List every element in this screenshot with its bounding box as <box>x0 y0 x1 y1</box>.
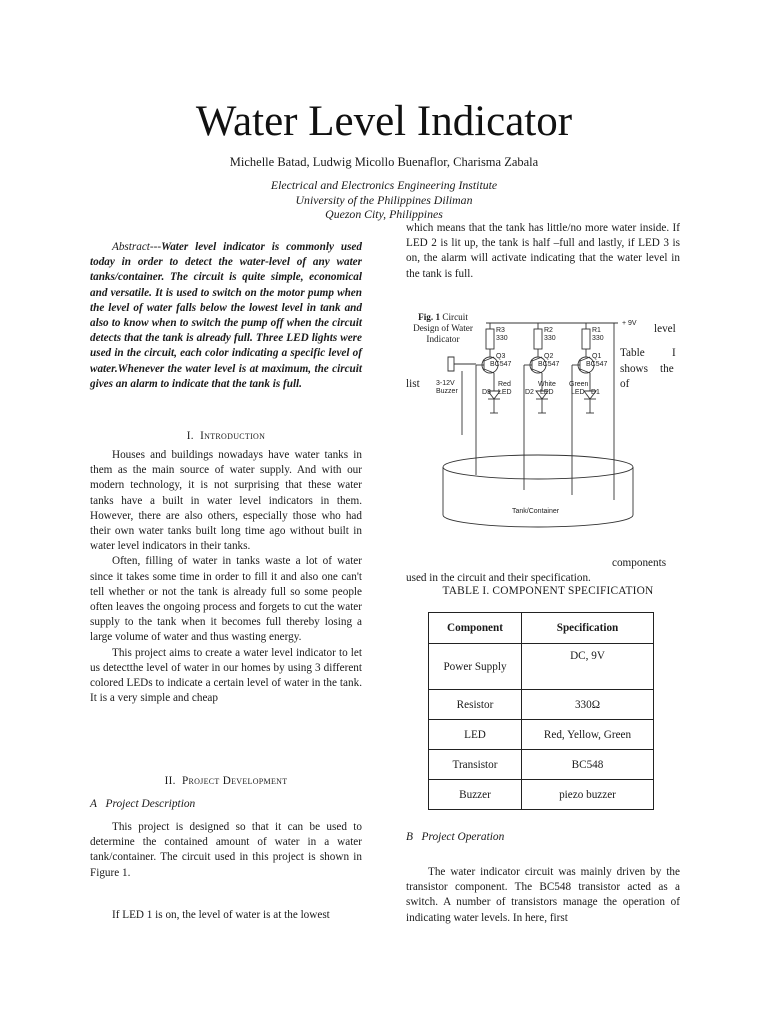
subsection-heading-project-description <box>90 798 362 810</box>
led-d3-name: D3 <box>482 389 491 396</box>
led-d1-name: D1 <box>591 389 600 396</box>
section-heading-project-development <box>90 775 362 787</box>
transistor-q1-part: BC547 <box>586 361 608 368</box>
resistor-r1-symbol <box>582 329 590 349</box>
affiliation-line-1: Electrical and Electronics Engineering Institute <box>270 178 498 192</box>
led-d1-kind: LED <box>571 389 585 396</box>
wrap-tail: used in the circuit and their specification. <box>406 572 591 584</box>
resistor-r2-symbol <box>534 329 542 349</box>
intro-paragraph-2: Often, filling of water in tanks waste a lot of water since it takes some time in order to fill it and also one can't tell whether or not the tank is already full so some people often leaves the ongoing process and forgets to cut the water supply to the tank when it becomes full thereby losing a large volume of water and thus wasting energy. <box>90 555 362 644</box>
table-cell: LED <box>429 720 522 750</box>
introduction-body <box>90 448 362 706</box>
subsection-title: Project Description <box>105 798 196 810</box>
table-row <box>429 720 654 750</box>
section-heading-introduction <box>90 430 362 442</box>
led-d2-color: White <box>538 381 556 388</box>
transistor-q3-name: Q3 <box>496 353 506 360</box>
wrap-of: of <box>620 378 630 390</box>
table-cell: Transistor <box>429 750 522 780</box>
buzzer-label: Buzzer <box>436 388 458 395</box>
description-paragraph-2: If LED 1 is on, the level of water is at the lowest <box>112 909 330 921</box>
wrap-components: components <box>612 557 667 569</box>
supply-label: + 9V <box>622 320 637 327</box>
table-cell: 330Ω <box>522 690 654 720</box>
operation-paragraph: The water indicator circuit was mainly driven by the transistor component. The BC548 transistor acted as a switch. A number of transistors manage the operation of indicating water levels. In here, first <box>406 866 680 924</box>
table-cell: piezo buzzer <box>522 780 654 810</box>
table-cell: BC548 <box>522 750 654 780</box>
paper-title: Water Level Indicator <box>195 98 573 145</box>
affiliation-line-3: Quezon City, Philippines <box>325 207 443 221</box>
table-cell: Buzzer <box>429 780 522 810</box>
buzzer-voltage: 3-12V <box>436 380 455 387</box>
led-description: which means that the tank has little/no more water inside. If LED 2 is lit up, the tank is half –full and lastly, if LED 3 is on, the alarm will activate indicating that the water level in the tank is full. <box>406 222 680 280</box>
subsection-letter: B <box>406 831 413 843</box>
affiliation <box>0 178 768 222</box>
transistor-q3-part: BC547 <box>490 361 512 368</box>
wrap-table: Table <box>620 347 645 359</box>
subsection-letter: A <box>90 798 97 810</box>
subsection-heading-project-operation <box>406 831 680 843</box>
section-title: Introduction <box>200 430 266 442</box>
section-number: I. <box>186 430 194 442</box>
component-table <box>428 612 654 810</box>
resistor-r3-value: 330 <box>496 335 508 342</box>
resistor-r1-value: 330 <box>592 335 604 342</box>
transistor-q2-part: BC547 <box>538 361 560 368</box>
led-d1-color: Green <box>569 381 589 388</box>
buzzer-symbol <box>448 357 454 371</box>
project-operation-body <box>406 865 680 926</box>
table-cell: Resistor <box>429 690 522 720</box>
table-row <box>429 750 654 780</box>
resistor-r1-name: R1 <box>592 327 601 334</box>
led-d2-kind: LED <box>540 389 554 396</box>
right-column-intro <box>406 221 680 282</box>
transistor-q1-name: Q1 <box>592 353 602 360</box>
subsection-title: Project Operation <box>421 831 505 843</box>
led-d2-name: D2 <box>525 389 534 396</box>
figure-caption-text: Circuit Design of Water Indicator <box>413 312 473 344</box>
wrap-the: the <box>660 363 674 375</box>
intro-paragraph-3: This project aims to create a water level indicator to let us detectthe level of water in our homes by using 3 different colored LEDs to indicate a certain level of water in the tank. It is a very simple and cheap <box>90 646 362 705</box>
table-cell: Red, Yellow, Green <box>522 720 654 750</box>
section-number: II. <box>164 775 176 787</box>
table-header-cell: Specification <box>522 613 654 644</box>
abstract-lead: Abstract--- <box>112 241 162 253</box>
wrap-level: level <box>654 323 676 335</box>
author-list: Michelle Batad, Ludwig Micollo Buenaflor, Charisma Zabala <box>229 155 539 169</box>
table-header-row <box>429 613 654 644</box>
affiliation-line-2: University of the Philippines Diliman <box>295 192 473 207</box>
wrap-list: list <box>406 378 420 390</box>
intro-paragraph-1: Houses and buildings nowadays have water tanks in them as the main source of water supply. And with our modern technology, it is not surprising that these water tanks have a built in water level indicators in them. However, there are also others, especially those who had their own water tanks built long time ago without built in water level indicators in their tanks. <box>90 449 362 553</box>
description-paragraph: This project is designed so that it can be used to determine the contained amount of water in a water tank/container. The circuit used in this project is shown in Figure 1. <box>90 821 362 879</box>
abstract-text: Water level indicator is commonly used today in order to detect the water-level of any water tanks/container. The circuit is quite simple, economical and versatile. It is used to switch on the motor pump when the level of water falls below the lowest level in tank and also to know when to switch the pump off when the circuit detects that the tank is already full. Three LED lights were used in the circuit, each color indicating a specific level of water.Whenever the water level is at maximum, the circuit gives an alarm to indicate that the tank is full. <box>90 241 362 390</box>
resistor-r2-name: R2 <box>544 327 553 334</box>
table-cell: Power Supply <box>429 644 522 690</box>
table-cell: DC, 9V <box>522 644 654 690</box>
led-d3-color: Red <box>498 381 511 388</box>
led-d3-kind: LED <box>498 389 512 396</box>
figure-label: Fig. 1 <box>418 312 441 322</box>
abstract <box>90 240 362 392</box>
resistor-r2-value: 330 <box>544 335 556 342</box>
project-description-body <box>90 820 362 881</box>
table-header-cell: Component <box>429 613 522 644</box>
wrap-roman: I <box>672 347 676 359</box>
description-continuation <box>90 908 362 923</box>
tank-top <box>443 455 633 479</box>
table-caption: TABLE I. COMPONENT SPECIFICATION <box>442 585 654 597</box>
wrap-shows: shows <box>620 363 648 375</box>
circuit-diagram <box>428 315 643 530</box>
table-row <box>429 690 654 720</box>
resistor-r3-symbol <box>486 329 494 349</box>
resistor-r3-name: R3 <box>496 327 505 334</box>
section-title: Project Development <box>181 775 288 787</box>
table-row <box>429 780 654 810</box>
tank-label: Tank/Container <box>512 508 560 515</box>
table-row <box>429 644 654 690</box>
transistor-q2-name: Q2 <box>544 353 554 360</box>
